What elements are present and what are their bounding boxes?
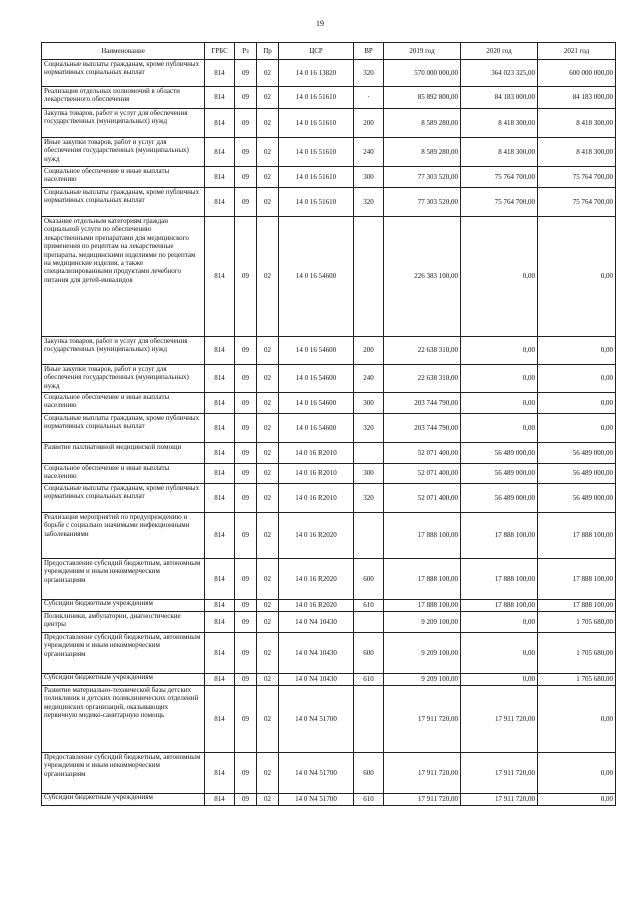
cell-vr: 610 — [354, 600, 384, 612]
cell-y2021: 17 888 100,00 — [538, 559, 616, 600]
cell-y2021: 75 764 700,00 — [538, 188, 616, 217]
cell-csr: 14 0 16 51610 — [279, 167, 354, 188]
cell-y2020: 84 183 000,00 — [461, 87, 538, 109]
cell-y2020: 0,00 — [461, 393, 538, 414]
cell-y2019: 77 303 520,00 — [384, 188, 461, 217]
cell-y2019: 17 888 100,00 — [384, 600, 461, 612]
table-row — [42, 794, 616, 806]
cell-pr: 02 — [257, 188, 279, 217]
cell-vr — [354, 612, 384, 633]
cell-name: Социальные выплаты гражданам, кроме публичных нормативных социальных выплат — [42, 60, 205, 87]
cell-name: Предоставление субсидий бюджетным, автономным учреждениям и иным некоммерческим организациям — [42, 753, 205, 794]
cell-rz: 09 — [235, 686, 257, 753]
cell-y2019: 17 911 720,00 — [384, 794, 461, 806]
cell-grbs: 814 — [205, 167, 235, 188]
cell-vr: 320 — [354, 414, 384, 443]
cell-pr: 02 — [257, 60, 279, 87]
cell-rz: 09 — [235, 188, 257, 217]
cell-name: Реализация мероприятий по предупреждению и борьбе с социально значимыми инфекционными заболеваниями — [42, 513, 205, 559]
table-row — [42, 600, 616, 612]
cell-csr: 14 0 N4 10430 — [279, 674, 354, 686]
cell-y2020: 75 764 700,00 — [461, 167, 538, 188]
cell-y2019: 17 911 720,00 — [384, 686, 461, 753]
cell-csr: 14 0 16 R2010 — [279, 443, 354, 464]
cell-rz: 09 — [235, 60, 257, 87]
cell-csr: 14 0 16 54600 — [279, 414, 354, 443]
cell-y2021: 17 888 100,00 — [538, 600, 616, 612]
cell-y2021: 0,00 — [538, 337, 616, 365]
cell-pr: 02 — [257, 513, 279, 559]
cell-csr: 14 0 16 R2020 — [279, 559, 354, 600]
cell-name: Иные закупки товаров, работ и услуг для обеспечения государственных (муниципальных) нужд — [42, 365, 205, 393]
cell-csr: 14 0 16 51610 — [279, 188, 354, 217]
table-row — [42, 686, 616, 753]
cell-name: Оказание отдельным категориям граждан социальной услуги по обеспечению лекарственными препаратами для медицинского применения по рецептам на лекарственные препараты, медицинскими изделиями по рецептам на медицинские изделия, а также специализированными продуктами лечебного питания для детей-инвалидов — [42, 217, 205, 337]
cell-rz: 09 — [235, 600, 257, 612]
cell-y2019: 203 744 790,00 — [384, 393, 461, 414]
cell-y2020: 0,00 — [461, 612, 538, 633]
table-header-row — [42, 43, 616, 60]
cell-pr: 02 — [257, 484, 279, 513]
cell-y2020: 8 418 300,00 — [461, 109, 538, 138]
cell-y2020: 75 764 700,00 — [461, 188, 538, 217]
header-vr: ВР — [354, 43, 384, 60]
cell-csr: 14 0 16 51610 — [279, 109, 354, 138]
cell-rz: 09 — [235, 393, 257, 414]
cell-rz: 09 — [235, 87, 257, 109]
cell-vr — [354, 686, 384, 753]
cell-y2021: 1 705 680,00 — [538, 674, 616, 686]
table-row — [42, 109, 616, 138]
cell-name: Субсидии бюджетным учреждениям — [42, 794, 205, 806]
cell-grbs: 814 — [205, 753, 235, 794]
cell-rz: 09 — [235, 513, 257, 559]
cell-rz: 09 — [235, 167, 257, 188]
cell-y2019: 17 911 720,00 — [384, 753, 461, 794]
cell-pr: 02 — [257, 167, 279, 188]
cell-y2021: 8 418 300,00 — [538, 138, 616, 167]
cell-y2020: 17 888 100,00 — [461, 513, 538, 559]
cell-name: Развитие паллиативной медицинской помощи — [42, 443, 205, 464]
cell-y2020: 364 023 325,00 — [461, 60, 538, 87]
table-row — [42, 753, 616, 794]
cell-vr: 300 — [354, 167, 384, 188]
cell-y2019: 52 071 400,00 — [384, 464, 461, 484]
cell-y2021: 0,00 — [538, 753, 616, 794]
cell-name: Иные закупки товаров, работ и услуг для обеспечения государственных (муниципальных) нужд — [42, 138, 205, 167]
table-row — [42, 612, 616, 633]
cell-csr: 14 0 16 54600 — [279, 217, 354, 337]
cell-y2019: 9 209 100,00 — [384, 612, 461, 633]
header-rz: Рз — [235, 43, 257, 60]
cell-pr: 02 — [257, 753, 279, 794]
cell-grbs: 814 — [205, 393, 235, 414]
header-2019: 2019 год — [384, 43, 461, 60]
cell-name: Социальные выплаты гражданам, кроме публичных нормативных социальных выплат — [42, 414, 205, 443]
cell-grbs: 814 — [205, 188, 235, 217]
cell-y2020: 17 911 720,00 — [461, 753, 538, 794]
cell-y2021: 0,00 — [538, 794, 616, 806]
cell-name: Социальные выплаты гражданам, кроме публичных нормативных социальных выплат — [42, 188, 205, 217]
cell-pr: 02 — [257, 686, 279, 753]
cell-y2020: 0,00 — [461, 414, 538, 443]
header-csr: ЦСР — [279, 43, 354, 60]
cell-name: Реализация отдельных полномочий в области лекарственного обеспечения — [42, 87, 205, 109]
cell-rz: 09 — [235, 612, 257, 633]
cell-csr: 14 0 N4 10430 — [279, 633, 354, 674]
cell-vr: 300 — [354, 464, 384, 484]
cell-vr: 240 — [354, 365, 384, 393]
cell-pr: 02 — [257, 600, 279, 612]
cell-rz: 09 — [235, 633, 257, 674]
cell-csr: 14 0 N4 51700 — [279, 686, 354, 753]
table-row — [42, 513, 616, 559]
cell-name: Закупка товаров, работ и услуг для обеспечения государственных (муниципальных) нужд — [42, 337, 205, 365]
cell-csr: 14 0 N4 51700 — [279, 753, 354, 794]
cell-y2019: 22 638 310,00 — [384, 337, 461, 365]
cell-y2020: 56 489 000,00 — [461, 443, 538, 464]
cell-csr: 14 0 16 R2020 — [279, 513, 354, 559]
cell-rz: 09 — [235, 464, 257, 484]
cell-vr: 300 — [354, 393, 384, 414]
table-row — [42, 217, 616, 337]
cell-y2021: 56 489 000,00 — [538, 484, 616, 513]
cell-y2020: 56 489 000,00 — [461, 484, 538, 513]
cell-name: Социальное обеспечение и иные выплаты населению — [42, 393, 205, 414]
cell-csr: 14 0 16 R2010 — [279, 464, 354, 484]
cell-csr: 14 0 16 51610 — [279, 138, 354, 167]
cell-y2020: 17 888 100,00 — [461, 559, 538, 600]
cell-rz: 09 — [235, 559, 257, 600]
cell-grbs: 814 — [205, 337, 235, 365]
cell-y2019: 85 892 800,00 — [384, 87, 461, 109]
cell-vr: 600 — [354, 633, 384, 674]
table-row — [42, 414, 616, 443]
cell-csr: 14 0 16 54600 — [279, 337, 354, 365]
cell-y2021: 600 000 000,00 — [538, 60, 616, 87]
cell-y2021: 8 418 300,00 — [538, 109, 616, 138]
cell-grbs: 814 — [205, 138, 235, 167]
cell-grbs: 814 — [205, 484, 235, 513]
cell-y2021: 1 705 680,00 — [538, 633, 616, 674]
cell-grbs: 814 — [205, 443, 235, 464]
cell-pr: 02 — [257, 393, 279, 414]
cell-vr — [354, 217, 384, 337]
cell-y2019: 17 888 100,00 — [384, 513, 461, 559]
cell-y2019: 9 209 100,00 — [384, 674, 461, 686]
cell-y2021: 75 764 700,00 — [538, 167, 616, 188]
budget-table — [41, 42, 616, 806]
header-grbs: ГРБС — [205, 43, 235, 60]
cell-vr: 320 — [354, 188, 384, 217]
cell-grbs: 814 — [205, 513, 235, 559]
cell-y2020: 0,00 — [461, 674, 538, 686]
cell-vr: 610 — [354, 794, 384, 806]
table-row — [42, 167, 616, 188]
table-row — [42, 87, 616, 109]
cell-pr: 02 — [257, 337, 279, 365]
table-row — [42, 443, 616, 464]
cell-name: Субсидии бюджетным учреждениям — [42, 600, 205, 612]
page-number: 19 — [316, 19, 324, 28]
table-row — [42, 633, 616, 674]
cell-grbs: 814 — [205, 217, 235, 337]
cell-grbs: 814 — [205, 600, 235, 612]
cell-rz: 09 — [235, 109, 257, 138]
cell-rz: 09 — [235, 794, 257, 806]
cell-name: Закупка товаров, работ и услуг для обеспечения государственных (муниципальных) нужд — [42, 109, 205, 138]
cell-vr — [354, 443, 384, 464]
cell-y2019: 226 383 100,00 — [384, 217, 461, 337]
cell-y2019: 52 071 400,00 — [384, 484, 461, 513]
cell-y2020: 17 888 100,00 — [461, 600, 538, 612]
cell-y2019: 17 888 100,00 — [384, 559, 461, 600]
cell-pr: 02 — [257, 464, 279, 484]
cell-grbs: 814 — [205, 87, 235, 109]
cell-pr: 02 — [257, 365, 279, 393]
cell-grbs: 814 — [205, 686, 235, 753]
cell-csr: 14 0 N4 51700 — [279, 794, 354, 806]
cell-rz: 09 — [235, 443, 257, 464]
table-row — [42, 337, 616, 365]
cell-grbs: 814 — [205, 612, 235, 633]
cell-pr: 02 — [257, 633, 279, 674]
cell-y2019: 52 071 400,00 — [384, 443, 461, 464]
cell-y2021: 84 183 000,00 — [538, 87, 616, 109]
cell-vr: 320 — [354, 60, 384, 87]
cell-y2019: 8 589 280,00 — [384, 109, 461, 138]
header-2020: 2020 год — [461, 43, 538, 60]
cell-y2019: 203 744 790,00 — [384, 414, 461, 443]
cell-grbs: 814 — [205, 60, 235, 87]
cell-vr: 600 — [354, 559, 384, 600]
table-row — [42, 365, 616, 393]
cell-y2020: 56 489 000,00 — [461, 464, 538, 484]
cell-rz: 09 — [235, 337, 257, 365]
cell-y2020: 17 911 720,00 — [461, 794, 538, 806]
cell-pr: 02 — [257, 612, 279, 633]
table-row — [42, 674, 616, 686]
cell-rz: 09 — [235, 484, 257, 513]
cell-y2021: 0,00 — [538, 414, 616, 443]
cell-name: Предоставление субсидий бюджетным, автономным учреждениям и иным некоммерческим организациям — [42, 633, 205, 674]
cell-y2020: 0,00 — [461, 217, 538, 337]
cell-y2021: 0,00 — [538, 686, 616, 753]
cell-y2021: 17 888 100,00 — [538, 513, 616, 559]
cell-rz: 09 — [235, 674, 257, 686]
cell-pr: 02 — [257, 674, 279, 686]
cell-name: Развитие материально-технической базы детских поликлиник и детских поликлинических отделений медицинских организаций, оказывающих первичную медико-санитарную помощь — [42, 686, 205, 753]
cell-name: Субсидии бюджетным учреждениям — [42, 674, 205, 686]
cell-csr: 14 0 16 R2010 — [279, 484, 354, 513]
cell-vr: 200 — [354, 109, 384, 138]
cell-y2019: 77 303 520,00 — [384, 167, 461, 188]
cell-rz: 09 — [235, 138, 257, 167]
cell-csr: 14 0 16 13820 — [279, 60, 354, 87]
table-row — [42, 138, 616, 167]
cell-csr: 14 0 16 R2020 — [279, 600, 354, 612]
cell-pr: 02 — [257, 559, 279, 600]
cell-rz: 09 — [235, 414, 257, 443]
cell-pr: 02 — [257, 87, 279, 109]
table-row — [42, 484, 616, 513]
cell-vr: 610 — [354, 674, 384, 686]
table-row — [42, 393, 616, 414]
cell-y2019: 570 000 000,00 — [384, 60, 461, 87]
cell-name: Социальные выплаты гражданам, кроме публичных нормативных социальных выплат — [42, 484, 205, 513]
cell-rz: 09 — [235, 365, 257, 393]
cell-name: Социальное обеспечение и иные выплаты населению — [42, 464, 205, 484]
cell-y2020: 0,00 — [461, 337, 538, 365]
cell-y2021: 0,00 — [538, 365, 616, 393]
cell-grbs: 814 — [205, 633, 235, 674]
cell-y2021: 0,00 — [538, 217, 616, 337]
cell-pr: 02 — [257, 217, 279, 337]
cell-name: Поликлиники, амбулатории, диагностические центры — [42, 612, 205, 633]
cell-y2021: 0,00 — [538, 393, 616, 414]
cell-y2019: 22 638 310,00 — [384, 365, 461, 393]
cell-csr: 14 0 N4 10430 — [279, 612, 354, 633]
cell-vr: 240 — [354, 138, 384, 167]
cell-vr: 320 — [354, 484, 384, 513]
header-2021: 2021 год — [538, 43, 616, 60]
table-row — [42, 559, 616, 600]
cell-grbs: 814 — [205, 464, 235, 484]
cell-y2020: 8 418 300,00 — [461, 138, 538, 167]
cell-pr: 02 — [257, 109, 279, 138]
cell-name: Предоставление субсидий бюджетным, автономным учреждениям и иным некоммерческим организациям — [42, 559, 205, 600]
cell-vr: 200 — [354, 337, 384, 365]
cell-csr: 14 0 16 54600 — [279, 393, 354, 414]
cell-rz: 09 — [235, 753, 257, 794]
cell-grbs: 814 — [205, 559, 235, 600]
cell-y2020: 0,00 — [461, 365, 538, 393]
cell-y2019: 8 589 280,00 — [384, 138, 461, 167]
cell-grbs: 814 — [205, 414, 235, 443]
cell-pr: 02 — [257, 138, 279, 167]
cell-vr — [354, 513, 384, 559]
table-row — [42, 188, 616, 217]
cell-pr: 02 — [257, 443, 279, 464]
cell-y2020: 0,00 — [461, 633, 538, 674]
cell-y2019: 9 209 100,00 — [384, 633, 461, 674]
cell-y2020: 17 911 720,00 — [461, 686, 538, 753]
table-row — [42, 60, 616, 87]
cell-name: Социальное обеспечение и иные выплаты населению — [42, 167, 205, 188]
cell-pr: 02 — [257, 414, 279, 443]
header-name: Наименование — [42, 43, 205, 60]
cell-y2021: 56 489 000,00 — [538, 464, 616, 484]
cell-grbs: 814 — [205, 109, 235, 138]
cell-vr: · — [354, 87, 384, 109]
cell-csr: 14 0 16 51610 — [279, 87, 354, 109]
cell-grbs: 814 — [205, 674, 235, 686]
cell-grbs: 814 — [205, 794, 235, 806]
cell-grbs: 814 — [205, 365, 235, 393]
header-pr: Пр — [257, 43, 279, 60]
cell-rz: 09 — [235, 217, 257, 337]
table-row — [42, 464, 616, 484]
cell-csr: 14 0 16 54600 — [279, 365, 354, 393]
cell-pr: 02 — [257, 794, 279, 806]
cell-y2021: 1 705 680,00 — [538, 612, 616, 633]
cell-vr: 600 — [354, 753, 384, 794]
cell-y2021: 56 489 000,00 — [538, 443, 616, 464]
